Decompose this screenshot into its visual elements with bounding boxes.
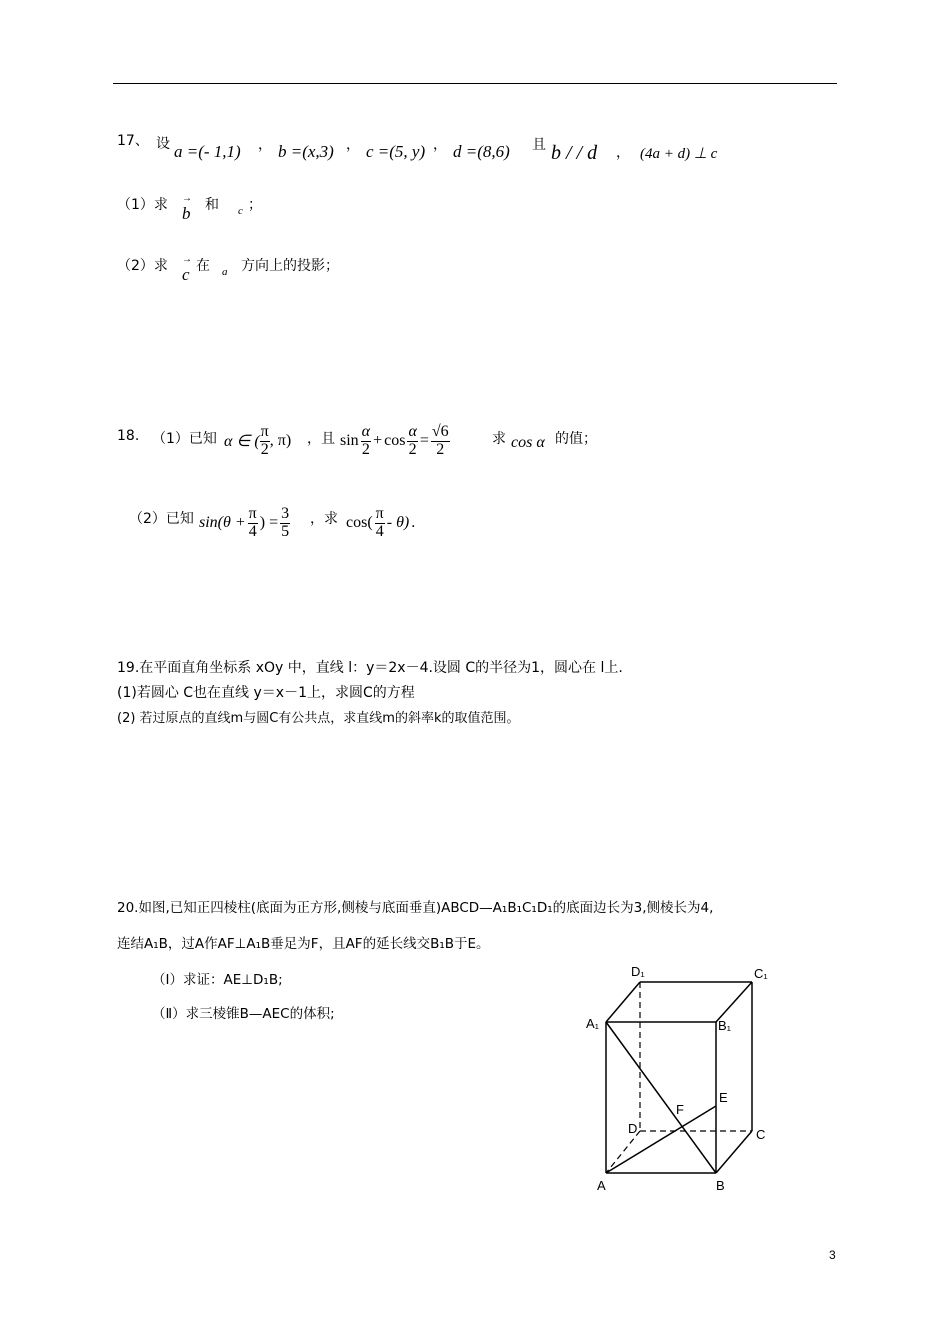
q18-part1-label: （1）已知 bbox=[152, 431, 217, 447]
q18-eq: = bbox=[419, 432, 429, 450]
vector-c: → c bbox=[182, 265, 190, 285]
q17-comma-2: ， bbox=[346, 137, 360, 153]
q17-she-text: 设 bbox=[156, 136, 170, 152]
q18-pi-over-2 bbox=[260, 424, 270, 459]
frac-den: 4 bbox=[248, 522, 257, 540]
q18-qiu: 求 bbox=[492, 431, 506, 447]
q17-part2-end: 方向上的投影； bbox=[241, 258, 339, 274]
q18-part2-target bbox=[346, 506, 415, 541]
label-e: E bbox=[719, 1090, 728, 1105]
q18-minus-theta: - θ) bbox=[386, 514, 410, 532]
q17-she bbox=[156, 133, 170, 153]
frac-num: α bbox=[361, 423, 371, 440]
q19-line3: (2) 若过原点的直线m与圆C有公共点，求直线m的斜率k的取值范围。 bbox=[117, 711, 520, 726]
frac-den: 2 bbox=[408, 440, 417, 458]
q19-line1: 19.在平面直角坐标系 xOy 中，直线 l：y＝2x－4.设圆 C的半径为1，圆心在 l上. bbox=[117, 660, 623, 676]
q18-period: . bbox=[411, 514, 416, 532]
hidden-edge-da bbox=[606, 1131, 640, 1173]
q18-alpha-in: α ∈ ( bbox=[224, 433, 260, 451]
q17-part1-end: ； bbox=[248, 197, 262, 213]
frac-num: 3 bbox=[281, 505, 290, 522]
question-17 bbox=[117, 130, 149, 150]
frac-den: 5 bbox=[281, 522, 290, 540]
frac-den: 2 bbox=[260, 440, 269, 458]
q17-part1-label: （1）求 bbox=[117, 197, 168, 213]
q18-pi-over-4-b bbox=[375, 506, 385, 541]
q17-d-eq: d =(8,6) bbox=[453, 142, 510, 161]
q18-alpha-over-2-a bbox=[361, 424, 371, 459]
q18-part2-label: （2）已知 bbox=[129, 511, 194, 527]
q18-sqrt6-over-2 bbox=[431, 424, 450, 459]
label-f: F bbox=[676, 1102, 684, 1117]
frac-den: 2 bbox=[436, 440, 445, 458]
q20-line1: 20.如图,已知正四棱柱(底面为正方形,侧棱与底面垂直)ABCD—A₁B₁C₁D₁的底面边长为3,侧棱长为4, bbox=[117, 900, 714, 916]
q18-close-eq: ) = bbox=[259, 514, 279, 532]
q18-qiu2: ，求 bbox=[310, 511, 338, 527]
q17-comma-4: ， bbox=[616, 145, 630, 161]
q18-alpha-over-2-b bbox=[407, 424, 417, 459]
q18-sin: sin bbox=[340, 432, 359, 450]
q17-b-parallel-d: b / / d bbox=[551, 142, 598, 164]
q18-de-zhi: 的值； bbox=[555, 431, 597, 447]
q18-number: 18. bbox=[117, 428, 140, 444]
edge-d1a1 bbox=[606, 982, 640, 1022]
q17-part2-c bbox=[182, 265, 190, 285]
vector-b: → b bbox=[182, 204, 191, 224]
label-d: D bbox=[628, 1121, 638, 1136]
segment-ae bbox=[606, 1106, 716, 1173]
q17-b-eq: b =(x,3) bbox=[278, 142, 334, 161]
q18-cos-open: cos( bbox=[346, 514, 373, 532]
q20-part2: （Ⅱ）求三棱锥B—AEC的体积; bbox=[152, 1006, 335, 1022]
q19-line2: (1)若圆心 C也在直线 y＝x－1上，求圆C的方程 bbox=[117, 685, 415, 701]
q18-cos: cos bbox=[384, 432, 406, 450]
q18-part2-eq bbox=[199, 506, 290, 541]
label-b: B bbox=[716, 1178, 725, 1193]
q17-part1-c: c bbox=[238, 205, 243, 217]
frac-den: 4 bbox=[375, 522, 384, 540]
q17-perp: (4a + d) ⊥ c bbox=[640, 146, 718, 162]
label-a1: A₁ bbox=[586, 1016, 600, 1031]
frac-num: π bbox=[375, 505, 384, 522]
edge-c1b1 bbox=[716, 982, 752, 1022]
q17-part2-label: （2）求 bbox=[117, 258, 168, 274]
q18-pi-over-4-a bbox=[248, 506, 258, 541]
q17-comma-1: ， bbox=[258, 137, 272, 153]
frac-num: α bbox=[408, 423, 417, 440]
q20-part1: （Ⅰ）求证：AE⊥D₁B; bbox=[152, 972, 283, 988]
frac-num: √6 bbox=[431, 423, 449, 440]
label-b1: B₁ bbox=[718, 1018, 732, 1033]
edge-bc bbox=[716, 1131, 752, 1173]
q17-number: 17、 bbox=[117, 133, 149, 149]
label-a: A bbox=[597, 1178, 606, 1193]
q18-alpha-range bbox=[224, 424, 291, 459]
frac-num: π bbox=[248, 505, 257, 522]
q18-sin-theta: sin(θ + bbox=[199, 514, 246, 532]
q17-c-eq: c =(5, y) bbox=[366, 142, 426, 161]
q17-part1-b bbox=[182, 204, 191, 224]
segment-a1b bbox=[606, 1022, 716, 1173]
q18-pi-close: , π) bbox=[269, 432, 292, 450]
page-number: 3 bbox=[829, 1248, 836, 1262]
label-c1: C₁ bbox=[754, 966, 768, 981]
q17-part2-a: a bbox=[222, 266, 228, 278]
label-d1: D₁ bbox=[631, 964, 645, 979]
frac-den: 2 bbox=[361, 440, 370, 458]
q17-a-eq: a =(- 1,1) bbox=[174, 142, 241, 161]
prism-figure bbox=[580, 955, 780, 1200]
q17-comma-3: ， bbox=[433, 137, 447, 153]
q18-three-fifths bbox=[280, 506, 290, 541]
header-rule bbox=[113, 83, 837, 84]
q17-part2-zai: 在 bbox=[196, 258, 210, 274]
q20-line2: 连结A₁B，过A作AF⊥A₁B垂足为F，且AF的延长线交B₁B于E。 bbox=[117, 936, 490, 952]
q18-equation bbox=[340, 424, 450, 459]
q18-cos-alpha: cos α bbox=[511, 434, 545, 451]
q18-qie: ，且 bbox=[307, 431, 335, 447]
label-c: C bbox=[756, 1127, 766, 1142]
q17-qie: 且 bbox=[532, 137, 546, 153]
frac-num: π bbox=[260, 423, 269, 440]
q17-part1-he: 和 bbox=[205, 197, 219, 213]
q18-plus: + bbox=[373, 432, 383, 450]
